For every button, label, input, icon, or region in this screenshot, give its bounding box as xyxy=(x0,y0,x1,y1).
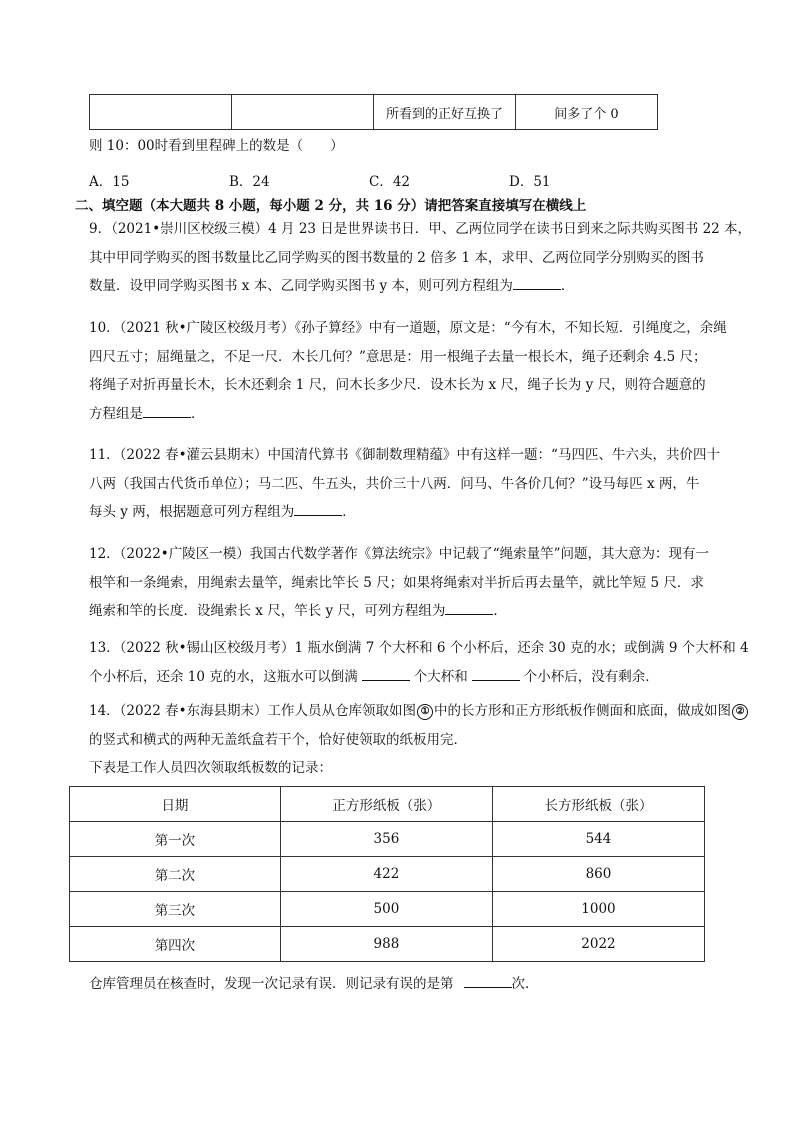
q8-option-c: C．42 xyxy=(369,174,411,190)
q14-text-b: 中的长方形和正方形纸板作侧面和底面，做成如图 xyxy=(434,703,732,719)
table-cell: 422 xyxy=(280,857,492,892)
q11-line: 八两（我国古代货币单位）；马二匹、牛五头，共价三十八两．问马、牛各价几何？”设马每匹 x 两，牛 xyxy=(89,475,700,492)
question-14 xyxy=(89,697,745,783)
q10-end: ． xyxy=(191,405,205,422)
q14-footer xyxy=(89,973,539,994)
q8-option-a: A．15 xyxy=(89,174,130,190)
question-9 xyxy=(89,215,752,301)
q11-last-line xyxy=(89,498,725,527)
section-heading: 二、填空题（本大题共 8 小题，每小题 2 分，共 16 分）请把答案直接填写在横线上 xyxy=(75,198,587,214)
top-table-cell xyxy=(90,95,232,130)
q14-footer-text-a: 仓库管理员在核查时，发现一次记录有误．则记录有误的是第 xyxy=(89,976,454,992)
q9-answer-blank[interactable] xyxy=(513,275,561,290)
q8-option-d: D．51 xyxy=(509,174,551,190)
q10-answer-blank[interactable] xyxy=(143,403,191,418)
record-table-header xyxy=(70,787,705,822)
table-row xyxy=(70,927,705,962)
figure-1-marker: ① xyxy=(417,704,433,720)
q12-last-line xyxy=(89,597,725,626)
top-table xyxy=(89,94,658,130)
q8-question: 则 10：00时看到里程碑上的数是（ ） xyxy=(89,138,344,154)
q13-text-b: 个大杯和 xyxy=(413,668,468,685)
question-10 xyxy=(89,314,725,428)
table-cell: 第三次 xyxy=(70,892,281,927)
q9-last-line xyxy=(89,272,725,301)
table-cell: 356 xyxy=(280,822,492,857)
q9-last-text: 数量．设甲同学购买图书 x 本、乙同学购买图书 y 本，则可列方程组为 xyxy=(89,278,513,294)
table-cell: 860 xyxy=(492,857,704,892)
q14-footer-text-b: 次． xyxy=(511,976,539,992)
question-11 xyxy=(89,441,725,527)
header-square: 正方形纸板（张） xyxy=(280,787,492,822)
q11-answer-blank[interactable] xyxy=(294,501,342,516)
q11-line: 11．（2022 春•灌云县期末）中国清代算书《御制数理精蕴》中有这样一题：“马四匹、牛六头，共价四十 xyxy=(89,447,720,463)
top-table-cell: 间多了个 0 xyxy=(516,95,658,130)
q12-line: 根竿和一条绳索，用绳索去量竿，绳索比竿长 5 尺；如果将绳索对半折后再去量竿，就比竿短 5 尺．求 xyxy=(89,574,704,591)
table-cell: 988 xyxy=(280,927,492,962)
table-cell: 500 xyxy=(280,892,492,927)
q14-text-a: 14．（2022 春•东海县期末）工作人员从仓库领取如图 xyxy=(89,703,417,719)
q12-last-text: 绳索和竿的长度．设绳索长 x 尺，竿长 y 尺，可列方程组为 xyxy=(89,603,446,619)
q8-option-b: B．24 xyxy=(229,174,270,190)
q14-line: 下表是工作人员四次领取纸板数的记录： xyxy=(89,760,332,776)
header-date: 日期 xyxy=(70,787,281,822)
question-12 xyxy=(89,540,725,626)
q10-line: 将绳子对折再量长木，长木还剩余 1 尺，问木长多少尺．设木长为 x 尺，绳子长为 y 尺，则符合题意的 xyxy=(89,377,706,393)
question-13 xyxy=(89,634,749,691)
q9-end: ． xyxy=(560,278,575,294)
q11-end: ． xyxy=(342,504,356,520)
q13-blank-large-cups[interactable] xyxy=(362,666,410,681)
q12-line: 12．（2022•广陵区一模）我国古代数学著作《算法统宗》中记载了“绳索量竿”问题，其大意为：现有一 xyxy=(89,546,710,562)
table-cell: 1000 xyxy=(492,892,704,927)
q13-blank-small-cups[interactable] xyxy=(472,666,520,681)
q13-line: 13．（2022 秋•锡山区校级月考）1 瓶水倒满 7 个大杯和 6 个小杯后，还余 30 克的水；或倒满 9 个大杯和 4 xyxy=(89,640,749,656)
table-row xyxy=(70,822,705,857)
q10-last-text: 方程组是 xyxy=(89,405,143,422)
table-row xyxy=(70,857,705,892)
q12-answer-blank[interactable] xyxy=(445,600,493,615)
q14-line: 的竖式和横式的两种无盖纸盒若干个，恰好使领取的纸板用完． xyxy=(89,731,467,748)
q12-end: ． xyxy=(493,603,507,619)
q14-line xyxy=(89,697,745,726)
table-row xyxy=(70,892,705,927)
figure-2-marker: ② xyxy=(732,704,748,720)
header-rect: 长方形纸板（张） xyxy=(492,787,704,822)
table-cell: 第二次 xyxy=(70,857,281,892)
table-cell: 2022 xyxy=(492,927,704,962)
top-table-cell: 所看到的正好互换了 xyxy=(374,95,516,130)
table-cell: 第四次 xyxy=(70,927,281,962)
q13-text-a: 个小杯后，还余 10 克的水，这瓶水可以倒满 xyxy=(89,668,358,685)
q11-last-text: 每头 y 两，根据题意可列方程组为 xyxy=(89,504,295,520)
q9-line: 其中甲同学购买的图书数量比乙同学购买的图书数量的 2 倍多 1 本，求甲、乙两位同学分别购买的图书 xyxy=(89,249,704,266)
top-table-cell xyxy=(232,95,374,130)
q13-text-c: 个小杯后，没有剩余． xyxy=(523,668,659,685)
q10-line: 四尺五寸；屈绳量之，不足一尺．木长几何？”意思是：用一根绳子去量一根长木，绳子还剩余 4.5 尺； xyxy=(89,348,707,365)
table-cell: 544 xyxy=(492,822,704,857)
table-cell: 第一次 xyxy=(70,822,281,857)
record-table xyxy=(69,786,705,962)
q9-line: 9．（2021•崇川区校级三模）4 月 23 日是世界读书日．甲、乙两位同学在读书日到来之际共购买图书 22 本， xyxy=(89,221,752,237)
q13-line xyxy=(89,663,725,692)
q10-line: 10．（2021 秋•广陵区校级月考）《孙子算经》中有一道题，原文是：“今有木，不知长短．引绳度之，余绳 xyxy=(89,320,727,336)
q10-last-line xyxy=(89,400,725,429)
q14-answer-blank[interactable] xyxy=(464,973,512,988)
